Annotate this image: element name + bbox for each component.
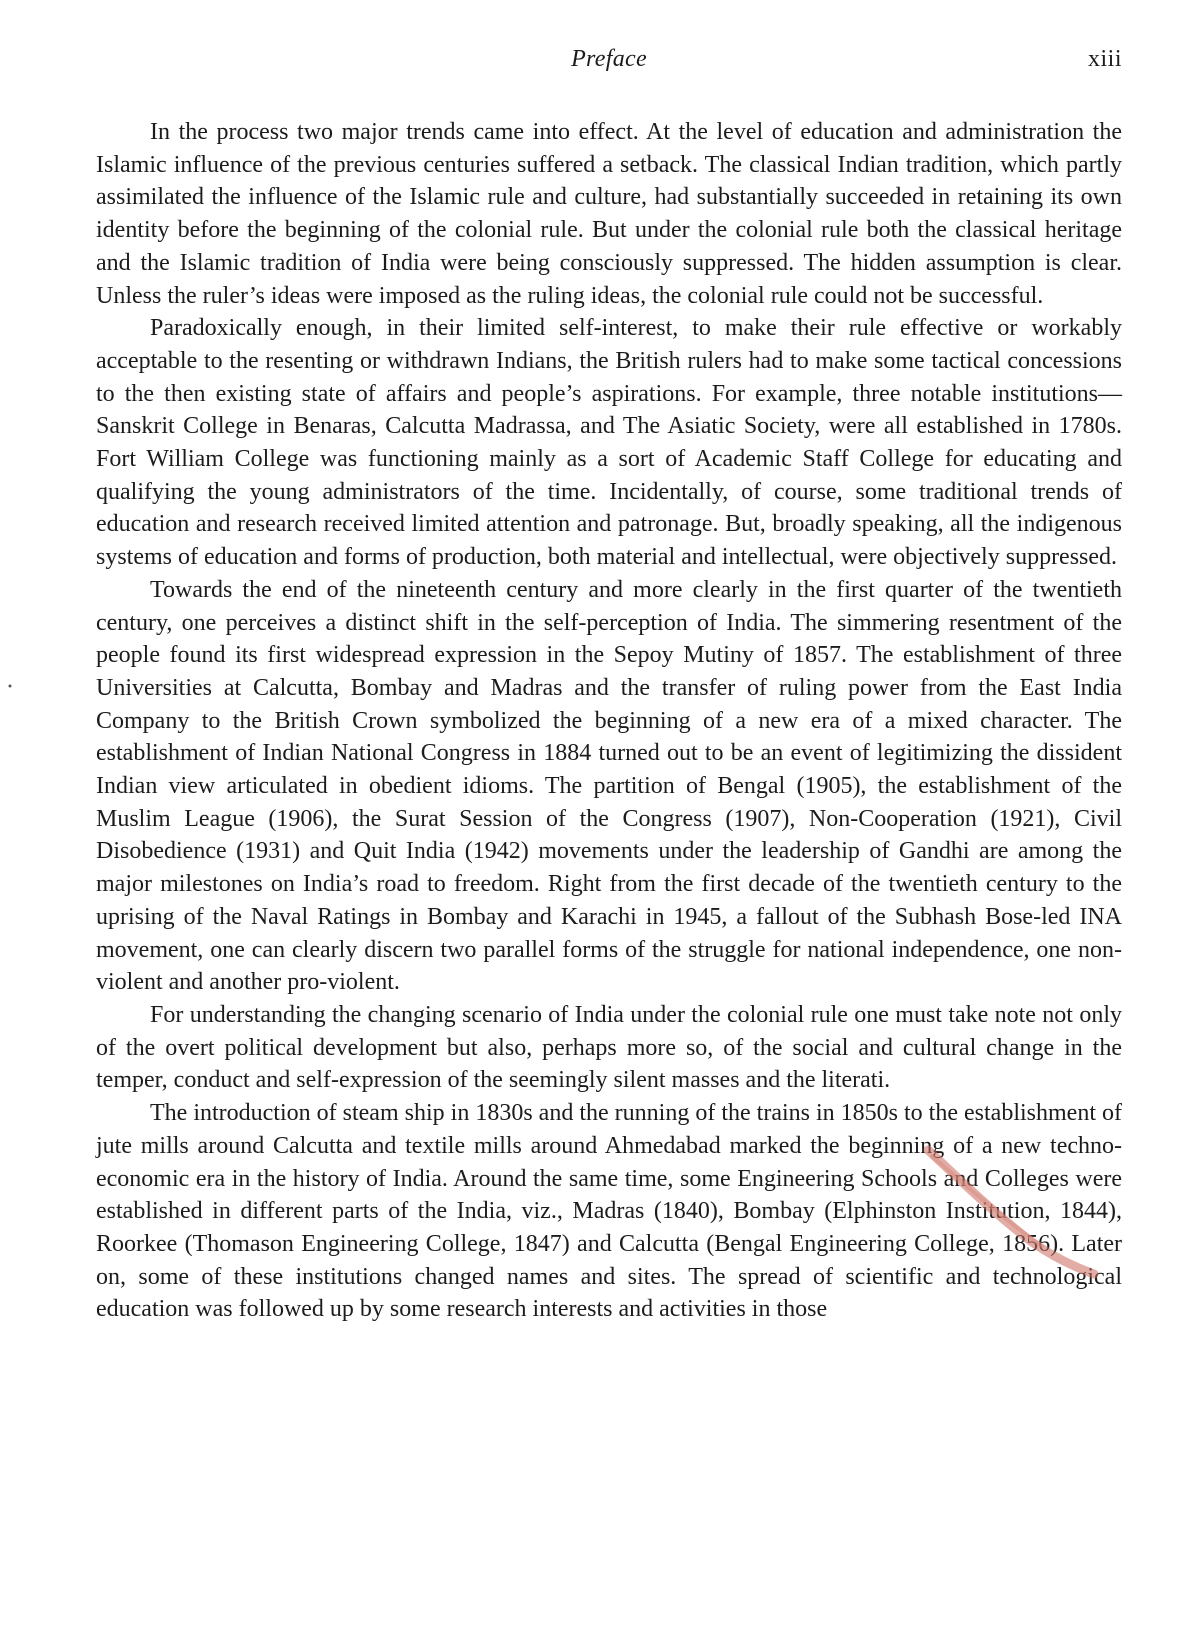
paragraph-5: The introduction of steam ship in 1830s and the running of the trains in 1850s to the establishment of jute mills around Calcutta and textile mills around Ahmedabad marked the beginning of a new techno-economic era in the history of India. Around the same time, some Engineering Schools and Colleges were established in different parts of the India, viz., Madras (1840), Bombay (Elphinston Institution, 1844), Roorkee (Thomason Engineering College, 1847) and Calcutta (Bengal Engineering College, 1856). Later on, some of these institutions changed names and sites. The spread of scientific and technological education was followed up by some research interests and activities in those xyxy=(96,1100,1122,1323)
running-header xyxy=(96,46,1122,86)
paragraph-1: In the process two major trends came into effect. At the level of education and administration the Islamic influence of the previous centuries suffered a setback. The classical Indian tradition, which partly assimilated the influence of the Islamic rule and culture, had substantially succeeded in retaining its own identity before the beginning of the colonial rule. But under the colonial rule both the classical heritage and the Islamic tradition of India were being consciously suppressed. The hidden assumption is clear. Unless the ruler’s ideas were imposed as the ruling ideas, the colonial rule could not be successful. xyxy=(96,119,1122,309)
paragraph-3: Towards the end of the nineteenth century and more clearly in the first quarter of the twentieth century, one perceives a distinct shift in the self-perception of India. The simmering resentment of the people found its first widespread expression in the Sepoy Mutiny of 1857. The establishment of three Universities at Calcutta, Bombay and Madras and the transfer of ruling power from the East India Company to the British Crown symbolized the beginning of a new era of a mixed character. The establishment of Indian National Congress in 1884 turned out to be an event of legitimizing the dissident Indian view articulated in obedient idioms. The partition of Bengal (1905), the establishment of the Muslim League (1906), the Surat Session of the Congress (1907), Non-Cooperation (1921), Civil Disobedience (1931) and Quit India (1942) movements under the leadership of Gandhi are among the major milestones on India’s road to freedom. Right from the first decade of the twentieth century to the uprising of the Naval Ratings in Bombay and Karachi in 1945, a fallout of the Subhash Bose-led INA movement, one can clearly discern two parallel forms of the struggle for national independence, one non-violent and another pro-violent. xyxy=(96,576,1122,996)
running-title: Preface xyxy=(571,46,647,72)
page-number: xiii xyxy=(1087,46,1122,72)
paragraph-2: Paradoxically enough, in their limited self-interest, to make their rule effective or workably acceptable to the resenting or withdrawn Indians, the British rulers had to make some tactical concessions to the then existing state of affairs and people’s aspirations. For example, three notable institutions—Sanskrit College in Benaras, Calcutta Madrassa, and The Asiatic Society, were all established in 1780s. Fort William College was functioning mainly as a sort of Academic Staff College for educating and qualifying the young administrators of the time. Incidentally, of course, some traditional trends of education and research received limited attention and patronage. But, broadly speaking, all the indigenous systems of education and forms of production, both material and intellectual, were objectively suppressed. xyxy=(96,315,1122,571)
scan-speck xyxy=(6,682,14,690)
body-text xyxy=(96,116,1122,1326)
paragraph-4: For understanding the changing scenario of India under the colonial rule one must take note not only of the overt political development but also, perhaps more so, of the social and cultural change in the temper, conduct and self-expression of the seemingly silent masses and the literati. xyxy=(96,1001,1122,1094)
